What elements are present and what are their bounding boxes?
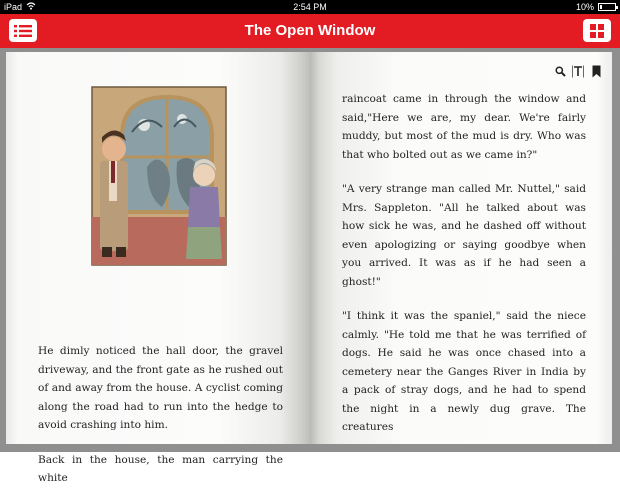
battery-icon — [598, 3, 616, 11]
reader-toolbar — [554, 64, 602, 78]
status-bar — [0, 0, 620, 14]
search-button[interactable] — [554, 64, 566, 78]
right-page-text — [342, 90, 586, 437]
device-label: iPad — [4, 2, 23, 12]
bookmark-button[interactable] — [590, 64, 602, 78]
paragraph: "I think it was the spaniel," said the niece calmly. "He told me that he was terrified of dogs. He said he was once chased into a cemetery near the Ganges River in India by a pack of stray dogs, and he had to spend the night in a newly dug grave. The creatures — [342, 310, 586, 433]
story-illustration — [92, 87, 226, 265]
app-title: The Open Window — [244, 22, 376, 39]
battery-percent: 10% — [575, 2, 594, 12]
text-size-button[interactable] — [572, 64, 584, 78]
text-size-icon — [572, 65, 584, 78]
paragraph: "A very strange man called Mr. Nuttel," said Mrs. Sappleton. "All he talked about was how sick he was, and he dashed off without even apologizing or saying goodbye when you arrived. It was as if he had seen a ghost!" — [342, 183, 586, 288]
status-right — [576, 2, 616, 12]
grid-icon — [589, 23, 605, 39]
paragraph: He dimly noticed the hall door, the gravel driveway, and the front gate as he rushed out of and away from the house. A cyclist coming along the road had to run into the hedge to avoid crashing into him. — [38, 345, 283, 431]
left-page-text — [38, 342, 283, 488]
search-icon — [555, 66, 566, 77]
grid-view-button[interactable] — [583, 19, 611, 42]
paragraph: raincoat came in through the window and said,"Here we are, my dear. We're fairly muddy, but most of the mud is dry. Who was that who bolted out as we came in?" — [342, 93, 586, 161]
right-page[interactable] — [310, 52, 612, 444]
left-page[interactable] — [6, 52, 310, 484]
bookmark-icon — [592, 65, 601, 78]
app-header — [0, 14, 620, 48]
status-time: 2:54 PM — [293, 2, 327, 12]
paragraph: Back in the house, the man carrying the white — [38, 453, 283, 484]
